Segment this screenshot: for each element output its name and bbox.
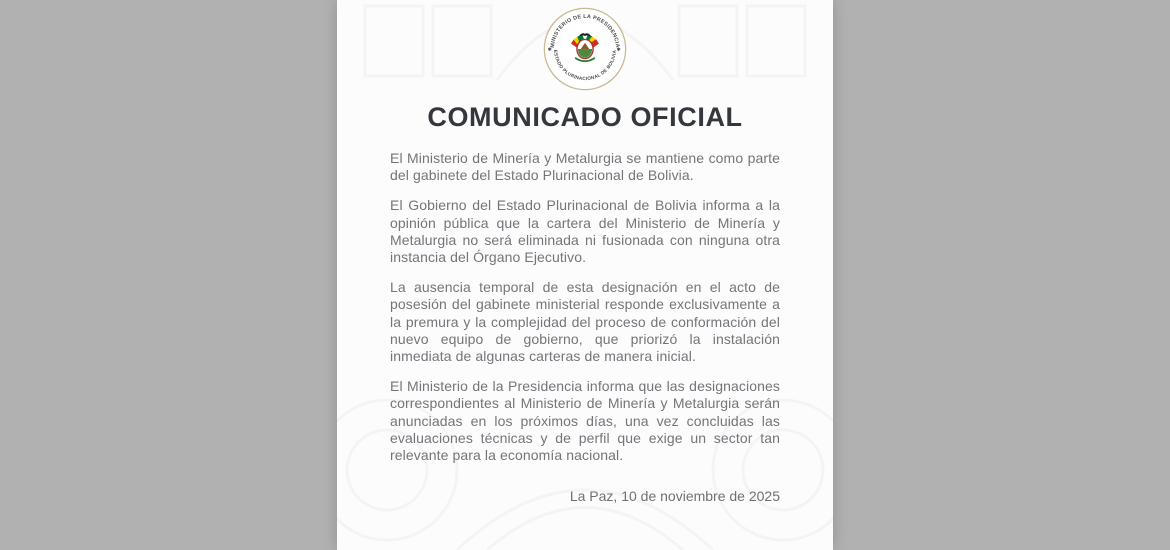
shield-oval	[577, 39, 593, 58]
paragraph-1: El Ministerio de Minería y Metalurgia se mantiene como parte del gabinete del Estado Plurinacional de Bolivia.	[390, 150, 780, 184]
communique-body	[390, 150, 780, 464]
dateline: La Paz, 10 de noviembre de 2025	[569, 488, 780, 505]
paragraph-4: El Ministerio de la Presidencia informa que las designaciones correspondientes al Ministerio de Minería y Metalurgia serán anunciadas en los próximos días, una vez concluidas las evaluaciones técnicas y de perfil que exige un sector tan relevante para la economía nacional.	[390, 378, 780, 464]
ministry-seal-svg	[543, 7, 627, 91]
seal-bottom-text: ESTADO PLURINACIONAL DE BOLIVIA	[552, 49, 618, 82]
star-separator-left: ✱	[547, 47, 552, 54]
star-separator-right: ✱	[616, 47, 621, 54]
paragraph-2: El Gobierno del Estado Plurinacional de Bolivia informa a la opinión pública que la cartera del Ministerio de Minería y Metalurgia no será eliminada ni fusionada con ninguna otra instancia del Órgano Ejecutivo.	[390, 197, 780, 266]
page-title: COMUNICADO OFICIAL	[427, 102, 743, 132]
seal-top-text: MINISTERIO DE LA PRESIDENCIA	[549, 13, 621, 49]
ministry-seal	[543, 7, 627, 91]
paragraph-3: La ausencia temporal de esta designación en el acto de posesión del gabinete ministerial responde exclusivamente a la premura y la complejidad del proceso de conformación del nuevo equipo de gobierno, que priorizó la instalación inmediata de algunas carteras de manera inicial.	[390, 279, 780, 365]
communique-card	[337, 0, 833, 550]
